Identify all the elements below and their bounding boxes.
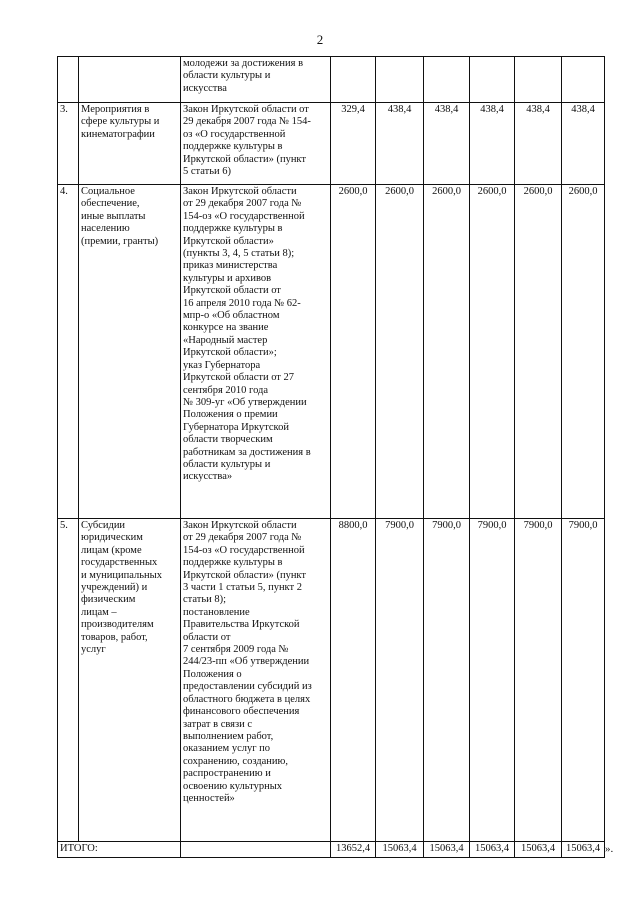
legal-basis-line: 3 части 1 статьи 5, пункт 2: [183, 582, 302, 594]
legal-basis: [181, 103, 331, 185]
expense-name-line: производителям: [81, 619, 154, 631]
total-amount: 15063,4: [562, 842, 605, 858]
legal-basis-line: финансового обеспечения: [183, 706, 300, 718]
legal-basis-line: Иркутской области» (пункт: [183, 569, 306, 581]
legal-basis: [181, 519, 331, 842]
legal-basis-line: «Народный мастер: [183, 334, 268, 346]
legal-basis-line: сентября 2010 года: [183, 384, 269, 396]
expense-name-line: иные выплаты: [81, 210, 146, 222]
legal-basis-line: сохранению, созданию,: [183, 755, 288, 767]
legal-basis-line: распространению и: [183, 768, 271, 780]
legal-basis-line: 16 апреля 2010 года № 62-: [183, 297, 301, 309]
legal-basis-line: Иркутской области от: [183, 285, 281, 297]
legal-basis: [181, 185, 331, 519]
page-number: 2: [316, 32, 324, 47]
expense-name-line: лицам (кроме: [81, 544, 142, 556]
expense-name: [79, 103, 181, 185]
expense-name-line: Мероприятия в: [81, 104, 150, 115]
legal-basis-line: культуры и архивов: [183, 272, 272, 284]
closing-quote: ».: [605, 843, 614, 855]
legal-basis-line: № 309-уг «Об утверждении: [183, 396, 307, 408]
legal-basis-line: области от: [183, 631, 231, 643]
expense-name: [79, 57, 181, 103]
total-amount: 15063,4: [424, 842, 470, 858]
amount-cell: 438,4: [470, 103, 515, 185]
legal-basis-line: искусства»: [183, 471, 233, 483]
expense-name-line: (премии, гранты): [81, 235, 159, 247]
legal-basis-line: Правительства Иркутской: [183, 619, 300, 631]
amount-cell: 2600,0: [376, 185, 424, 519]
expense-name: [79, 519, 181, 842]
legal-basis-line: 244/23-пп «Об утверждении: [183, 656, 310, 668]
expense-name: [79, 185, 181, 519]
legal-basis-line: освоению культурных: [183, 780, 283, 792]
expense-name-line: и муниципальных: [81, 569, 162, 581]
legal-basis-line: выполнением работ,: [183, 730, 274, 742]
legal-basis-line: Иркутской области» (пункт: [183, 153, 306, 165]
legal-basis-line: искусства: [183, 82, 227, 94]
expense-name-line: учреждений) и: [81, 582, 148, 594]
expense-name-line: услуг: [81, 644, 106, 656]
row-number: 3.: [58, 103, 79, 185]
total-amount: 15063,4: [515, 842, 562, 858]
expense-name-line: физическим: [81, 594, 136, 606]
legal-basis-line: 7 сентября 2009 года №: [183, 644, 289, 656]
amount-cell: [331, 57, 376, 103]
amount-cell: 2600,0: [562, 185, 605, 519]
expense-name-line: товаров, работ,: [81, 631, 148, 643]
legal-basis-line: поддержке культуры в: [183, 557, 283, 569]
total-amount: 15063,4: [376, 842, 424, 858]
amount-cell: 7900,0: [515, 519, 562, 842]
legal-basis-line: Закон Иркутской области: [183, 520, 297, 531]
expense-name-line: обеспечение,: [81, 198, 140, 210]
legal-basis-line: 154-оз «О государственной: [183, 210, 305, 222]
legal-basis-line: работникам за достижения в: [183, 446, 311, 458]
legal-basis-line: Губернатора Иркутской: [183, 421, 289, 433]
legal-basis-line: Иркутской области от 27: [183, 372, 295, 384]
table-row: [58, 519, 605, 842]
legal-basis-line: (пункты 3, 4, 5 статьи 8);: [183, 248, 295, 260]
total-row: [58, 842, 605, 858]
legal-basis-line: области культуры и: [183, 70, 271, 82]
expense-name-line: населению: [81, 223, 130, 235]
legal-basis-line: предоставлении субсидий из: [183, 681, 312, 693]
legal-basis-line: Положения о премии: [183, 409, 278, 421]
total-empty-cell: [181, 842, 331, 858]
amount-cell: [470, 57, 515, 103]
amount-cell: 8800,0: [331, 519, 376, 842]
amount-cell: [515, 57, 562, 103]
amount-cell: 7900,0: [376, 519, 424, 842]
legal-basis-line: 154-оз «О государственной: [183, 544, 305, 556]
amount-cell: 7900,0: [562, 519, 605, 842]
table-row: [58, 185, 605, 519]
legal-basis-line: затрат в связи с: [183, 718, 253, 730]
total-amount: 13652,4: [331, 842, 376, 858]
legal-basis-line: мпр-о «Об областном: [183, 310, 280, 322]
legal-basis-line: от 29 декабря 2007 года №: [183, 198, 302, 210]
expense-name-line: государственных: [81, 557, 158, 569]
legal-basis-line: поддержке культуры в: [183, 223, 283, 235]
row-number: [58, 57, 79, 103]
legal-basis-line: оз «О государственной: [183, 128, 286, 140]
legal-basis-line: поддержке культуры в: [183, 141, 283, 153]
legal-basis-line: оказанием услуг по: [183, 743, 271, 755]
amount-cell: [376, 57, 424, 103]
row-number: 5.: [58, 519, 79, 842]
expense-name-line: сфере культуры и: [81, 116, 160, 128]
legal-basis-line: Закон Иркутской области: [183, 186, 297, 197]
legal-basis-line: Закон Иркутской области от: [183, 104, 309, 115]
amount-cell: 7900,0: [470, 519, 515, 842]
legal-basis-line: от 29 декабря 2007 года №: [183, 532, 302, 544]
expense-name-line: кинематографии: [81, 128, 155, 140]
table-row: [58, 103, 605, 185]
expense-name-line: Социальное: [81, 186, 135, 197]
amount-cell: 2600,0: [424, 185, 470, 519]
expense-name-line: юридическим: [81, 532, 143, 544]
expense-name-line: лицам –: [81, 606, 117, 618]
legal-basis-line: области культуры и: [183, 458, 271, 470]
legal-basis-line: приказ министерства: [183, 260, 278, 272]
legal-basis-line: ценностей»: [183, 792, 235, 804]
table-row: [58, 57, 605, 103]
amount-cell: 2600,0: [470, 185, 515, 519]
amount-cell: 438,4: [424, 103, 470, 185]
amount-cell: 2600,0: [515, 185, 562, 519]
total-amount: 15063,4: [470, 842, 515, 858]
legal-basis-line: 29 декабря 2007 года № 154-: [183, 116, 311, 128]
legal-basis-line: области творческим: [183, 434, 273, 446]
legal-basis-line: Иркутской области»: [183, 235, 274, 247]
amount-cell: 438,4: [376, 103, 424, 185]
legal-basis-line: областного бюджета в целях: [183, 693, 311, 705]
row-number: 4.: [58, 185, 79, 519]
expense-name-line: Субсидии: [81, 520, 126, 531]
amount-cell: [424, 57, 470, 103]
legal-basis-line: статьи 8);: [183, 594, 227, 606]
amount-cell: 329,4: [331, 103, 376, 185]
legal-basis-line: указ Губернатора: [183, 359, 261, 371]
budget-table: [57, 56, 605, 858]
legal-basis: [181, 57, 331, 103]
amount-cell: 2600,0: [331, 185, 376, 519]
legal-basis-line: молодежи за достижения в: [183, 58, 304, 69]
amount-cell: [562, 57, 605, 103]
legal-basis-line: постановление: [183, 606, 250, 618]
amount-cell: 438,4: [562, 103, 605, 185]
legal-basis-line: Иркутской области»;: [183, 347, 277, 359]
legal-basis-line: Положения о: [183, 668, 242, 680]
legal-basis-line: конкурсе на звание: [183, 322, 269, 334]
amount-cell: 7900,0: [424, 519, 470, 842]
legal-basis-line: 5 статьи 6): [183, 166, 232, 178]
amount-cell: 438,4: [515, 103, 562, 185]
total-label: ИТОГО:: [58, 842, 181, 858]
